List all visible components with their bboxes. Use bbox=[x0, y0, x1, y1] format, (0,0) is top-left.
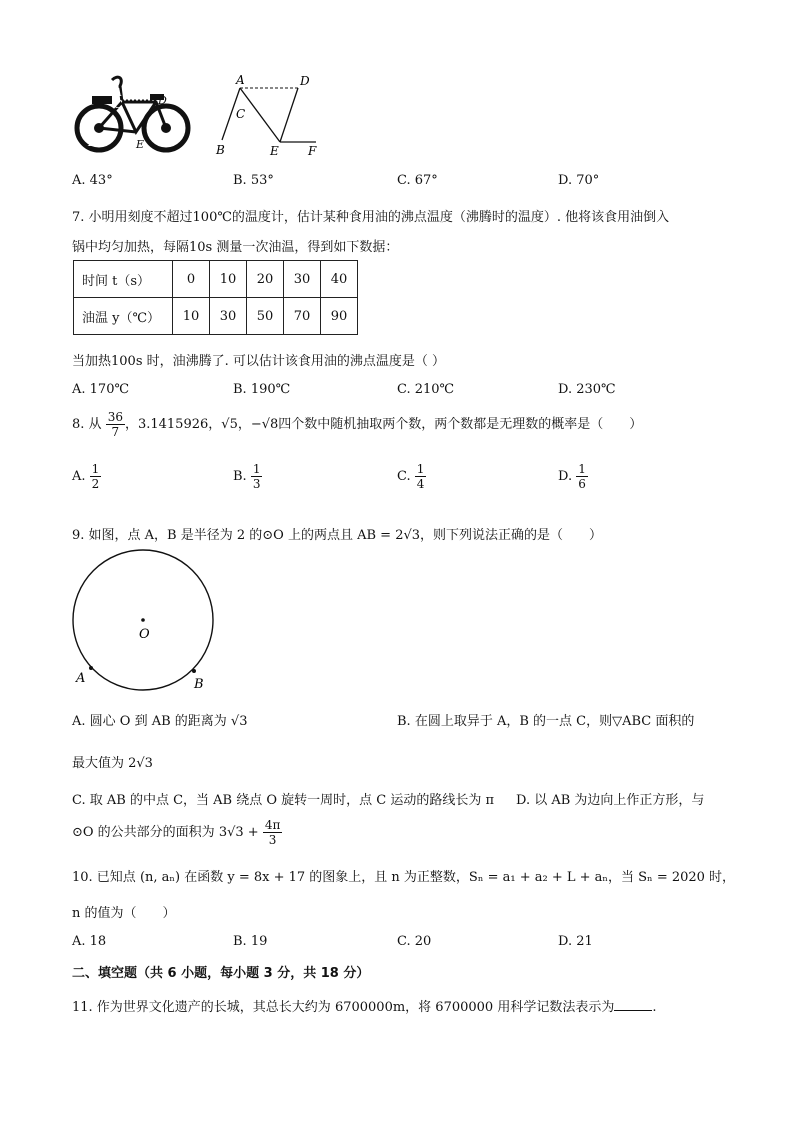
frac-den: 4 bbox=[416, 477, 425, 491]
bike-label-d: D bbox=[158, 94, 167, 107]
frac-num: 1 bbox=[91, 462, 100, 476]
frac-den: 3 bbox=[268, 833, 277, 847]
answer-blank[interactable] bbox=[614, 1010, 652, 1011]
q8-option-b bbox=[233, 462, 262, 491]
frac-den: 3 bbox=[252, 477, 261, 491]
q9-option-a: A. 圆心 O 到 AB 的距离为 √3 bbox=[72, 714, 248, 729]
q7-data-table bbox=[73, 260, 358, 335]
q11-text: 11. 作为世界文化遗产的长城，其总长大约为 6700000m，将 6700000 用科学记数法表示为 bbox=[72, 1000, 615, 1015]
q8-suffix: 四个数中随机抽取两个数，两个数都是无理数的概率是（ ） bbox=[278, 417, 643, 432]
q10-option-d: D. 21 bbox=[558, 934, 593, 949]
q11-stem bbox=[72, 996, 656, 1015]
table-cell: 30 bbox=[210, 298, 247, 335]
q6-option-b: B. 53° bbox=[233, 173, 274, 188]
q8-frac-den: 7 bbox=[111, 425, 120, 439]
q6-option-a: A. 43° bbox=[72, 173, 113, 188]
table-cell: 40 bbox=[321, 261, 358, 298]
bicycle-figure bbox=[74, 72, 194, 158]
q8-mid: ，3.1415926， bbox=[124, 417, 222, 432]
q10-option-c: C. 20 bbox=[397, 934, 432, 949]
q9-option-d-expr: 3√3 + bbox=[218, 825, 259, 840]
table-row bbox=[74, 261, 358, 298]
q8-frac-num: 36 bbox=[107, 410, 123, 424]
q8-sqrt5: √5 bbox=[221, 417, 238, 432]
frac-den: 6 bbox=[578, 477, 586, 491]
table-cell: 30 bbox=[284, 261, 321, 298]
q8-option-label: B. bbox=[233, 469, 247, 484]
q9-option-d: D. 以 AB 为边向上作正方形，与 bbox=[516, 793, 705, 808]
q7-stem-line3: 当加热100s 时，油沸腾了. 可以估计该食用油的沸点温度是（ ） bbox=[72, 354, 446, 369]
table-cell: 10 bbox=[210, 261, 247, 298]
q7-option-b: B. 190℃ bbox=[233, 382, 291, 397]
q9-option-b: B. 在圆上取异于 A，B 的一点 C，则▽ABC 面积的 bbox=[397, 714, 695, 729]
q8-fraction bbox=[106, 410, 125, 439]
frac-num: 1 bbox=[252, 462, 261, 476]
section-heading: 二、填空题（共 6 小题，每小题 3 分，共 18 分） bbox=[72, 966, 370, 981]
geo-label-b: B bbox=[216, 143, 225, 157]
circle-figure bbox=[66, 548, 222, 698]
q10-option-b: B. 19 bbox=[233, 934, 268, 949]
circle-label-o: O bbox=[139, 627, 150, 642]
q6-option-d: D. 70° bbox=[558, 173, 600, 188]
table-cell: 90 bbox=[321, 298, 358, 335]
frac-num: 4π bbox=[264, 818, 281, 832]
q8-prefix: 8. 从 bbox=[72, 417, 102, 432]
q9-stem: 9. 如图，点 A，B 是半径为 2 的⊙O 上的两点且 AB = 2√3，则下列说法正确的是（ ） bbox=[72, 528, 603, 543]
geo-label-d: D bbox=[300, 74, 310, 88]
geo-label-c: C bbox=[236, 107, 246, 121]
frac-den: 2 bbox=[91, 477, 100, 491]
q7-option-c: C. 210℃ bbox=[397, 382, 455, 397]
table-row bbox=[74, 298, 358, 335]
q9-option-b-cont: 最大值为 2√3 bbox=[72, 756, 153, 771]
frac-num: 1 bbox=[578, 462, 586, 476]
q7-stem-line2: 锅中均匀加热，每隔10s 测量一次油温，得到如下数据： bbox=[72, 240, 399, 255]
table-cell: 10 bbox=[173, 298, 210, 335]
table-cell: 50 bbox=[247, 298, 284, 335]
q10-stem-line1: 10. 已知点 (n, aₙ) 在函数 y = 8x + 17 的图象上，且 n 为正整数，Sₙ = a₁ + a₂ + L + aₙ，当 Sₙ = 2020 时， bbox=[72, 870, 736, 885]
q8-neg-sqrt8: ，−√8 bbox=[237, 417, 279, 432]
table-cell: 70 bbox=[284, 298, 321, 335]
table-cell: 20 bbox=[247, 261, 284, 298]
q6-option-c: C. 67° bbox=[397, 173, 438, 188]
table-head-temp: 油温 y（℃） bbox=[74, 298, 173, 335]
q7-option-a: A. 170℃ bbox=[72, 382, 130, 397]
q7-option-d: D. 230℃ bbox=[558, 382, 616, 397]
bike-label-f: F bbox=[170, 136, 178, 149]
q8-option-a bbox=[72, 462, 101, 491]
q8-option-label: C. bbox=[397, 469, 411, 484]
geometry-figure bbox=[212, 72, 324, 162]
bike-label-b: B bbox=[88, 136, 97, 149]
circle-label-a: A bbox=[76, 671, 86, 686]
bike-label-a: A bbox=[114, 86, 122, 99]
q7-stem-line1: 7. 小明用刻度不超过100℃的温度计，估计某种食用油的沸点温度（沸腾时的温度）. 他将该食用油倒入 bbox=[72, 210, 670, 225]
bike-label-c: C bbox=[114, 98, 123, 111]
q11-end: . bbox=[652, 1000, 657, 1015]
q9-option-d-text: ⊙O 的公共部分的面积为 bbox=[72, 825, 215, 840]
geo-label-a: A bbox=[236, 73, 245, 87]
geo-label-e: E bbox=[270, 144, 279, 158]
table-cell: 0 bbox=[173, 261, 210, 298]
q8-option-label: A. bbox=[72, 469, 86, 484]
q9-option-d-fraction bbox=[263, 818, 283, 847]
table-head-time: 时间 t（s） bbox=[74, 261, 173, 298]
q10-stem-line2: n 的值为（ ） bbox=[72, 906, 176, 921]
q9-option-d-cont bbox=[72, 818, 282, 847]
bike-label-e: E bbox=[136, 138, 145, 151]
q8-option-d bbox=[558, 462, 588, 491]
geo-label-f: F bbox=[308, 144, 317, 158]
q8-option-c bbox=[397, 462, 426, 491]
q10-option-a: A. 18 bbox=[72, 934, 107, 949]
q8-option-label: D. bbox=[558, 469, 573, 484]
frac-num: 1 bbox=[416, 462, 425, 476]
q8-stem bbox=[72, 410, 642, 439]
circle-label-b: B bbox=[194, 677, 204, 692]
q9-option-c: C. 取 AB 的中点 C，当 AB 绕点 O 旋转一周时，点 C 运动的路线长为 π bbox=[72, 793, 495, 808]
